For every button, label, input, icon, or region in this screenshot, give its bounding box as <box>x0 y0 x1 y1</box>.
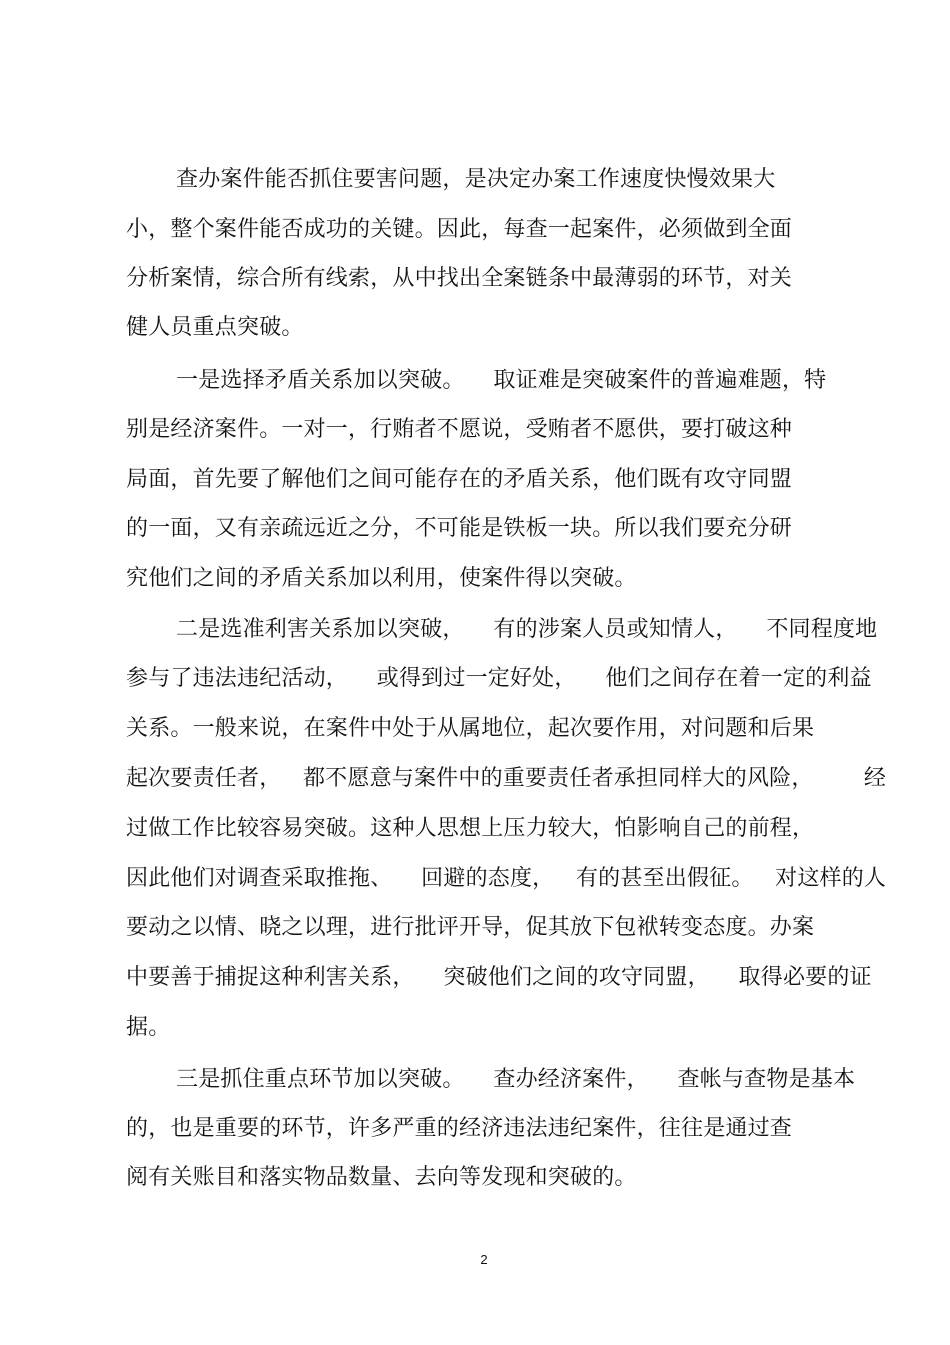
paragraph-3-line-1: 二是选准利害关系加以突破， 有的涉案人员或知情人， 不同程度地 <box>176 617 878 642</box>
paragraph-2-line-1: 一是选择矛盾关系加以突破。 取证难是突破案件的普遍难题，特 <box>176 368 827 393</box>
paragraph-2-line-2: 别是经济案件。一对一，行贿者不愿说，受贿者不愿供，要打破这种 <box>126 417 793 442</box>
paragraph-4-line-2: 的，也是重要的环节，许多严重的经济违法违纪案件，往往是通过查 <box>126 1116 793 1141</box>
page-number: 2 <box>480 1252 488 1267</box>
paragraph-4-line-3: 阅有关账目和落实物品数量、去向等发现和突破的。 <box>126 1165 637 1190</box>
paragraph-3-line-9: 据。 <box>126 1015 171 1040</box>
paragraph-3-line-8: 中要善于捕捉这种利害关系， 突破他们之间的攻守同盟， 取得必要的证 <box>126 965 872 990</box>
paragraph-2-line-4: 的一面，又有亲疏远近之分，不可能是铁板一块。所以我们要充分研 <box>126 516 793 541</box>
paragraph-2-line-3: 局面，首先要了解他们之间可能存在的矛盾关系，他们既有攻守同盟 <box>126 467 793 492</box>
paragraph-3-line-7: 要动之以情、晓之以理，进行批评开导，促其放下包袱转变态度。办案 <box>126 915 815 940</box>
paragraph-3-line-5: 过做工作比较容易突破。这种人思想上压力较大，怕影响自己的前程， <box>126 816 815 841</box>
paragraph-1-line-1: 查办案件能否抓住要害问题，是决定办案工作速度快慢效果大 <box>176 167 776 192</box>
paragraph-2-line-5: 究他们之间的矛盾关系加以利用，使案件得以突破。 <box>126 566 637 591</box>
paragraph-3-line-2: 参与了违法违纪活动， 或得到过一定好处， 他们之间存在着一定的利益 <box>126 666 872 691</box>
paragraph-1-line-2: 小，整个案件能否成功的关键。因此，每查一起案件，必须做到全面 <box>126 217 793 242</box>
paragraph-1-line-3: 分析案情，综合所有线索，从中找出全案链条中最薄弱的环节，对关 <box>126 266 793 291</box>
paragraph-1-line-4: 健人员重点突破。 <box>126 315 304 340</box>
paragraph-3-line-3: 关系。一般来说，在案件中处于从属地位，起次要作用，对问题和后果 <box>126 716 815 741</box>
paragraph-3-line-6: 因此他们对调查采取推拖、 回避的态度， 有的甚至出假征。 对这样的人 <box>126 866 887 891</box>
paragraph-3-line-4: 起次要责任者， 都不愿意与案件中的重要责任者承担同样大的风险， 经 <box>126 766 887 791</box>
paragraph-4-line-1: 三是抓住重点环节加以突破。 查办经济案件， 查帐与查物是基本 <box>176 1067 856 1092</box>
